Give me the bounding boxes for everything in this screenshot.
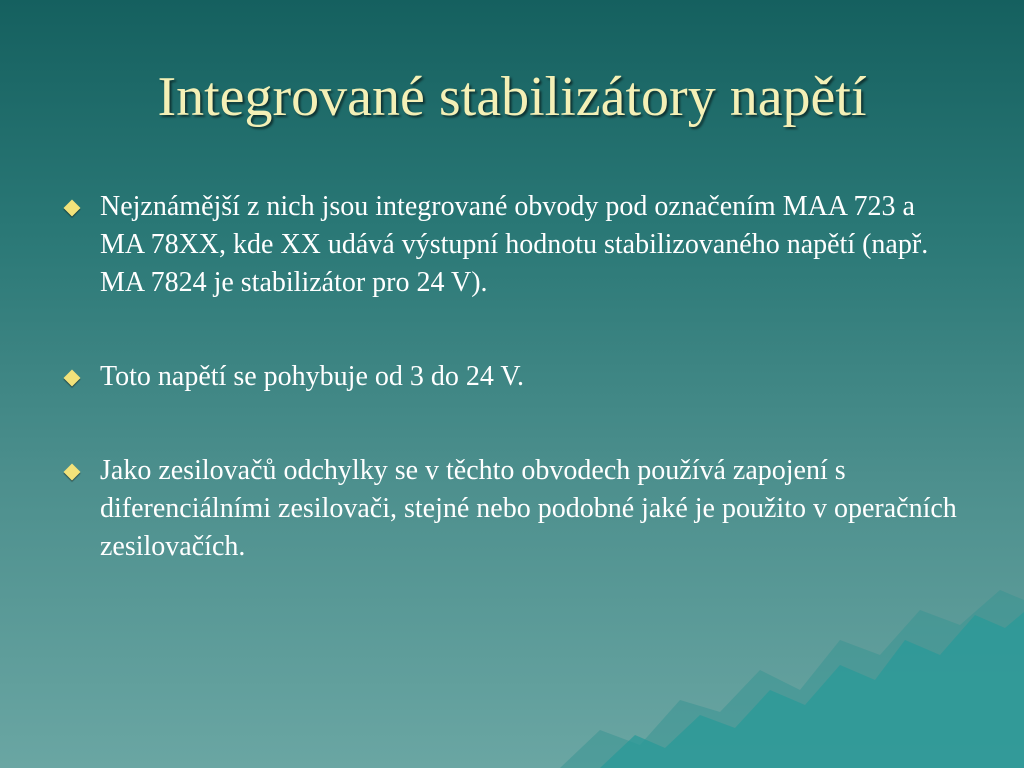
mountain-front-layer — [600, 612, 1024, 768]
diamond-bullet-icon — [64, 464, 81, 481]
slide-title: Integrované stabilizátory napětí — [157, 66, 867, 128]
diamond-bullet-icon — [64, 370, 81, 387]
bullet-item — [58, 358, 958, 396]
bullet-text: Toto napětí se pohybuje od 3 do 24 V. — [100, 361, 524, 392]
bullet-item — [58, 188, 958, 302]
bullet-list — [58, 188, 958, 566]
diamond-bullet-icon — [64, 200, 81, 217]
mountain-back-layer — [560, 590, 1024, 768]
bullet-text: Jako zesilovačů odchylky se v těchto obvodech používá zapojení s diferenciálními zesilovači, stejné nebo podobné jaké je použito v operačních zesilovačích. — [100, 455, 957, 562]
bullet-item — [58, 452, 958, 566]
bullet-text: Nejznámější z nich jsou integrované obvody pod označením MAA 723 a MA 78XX, kde XX udává výstupní hodnotu stabilizovaného napětí (např. MA 7824 je stabilizátor pro 24 V). — [100, 191, 929, 298]
